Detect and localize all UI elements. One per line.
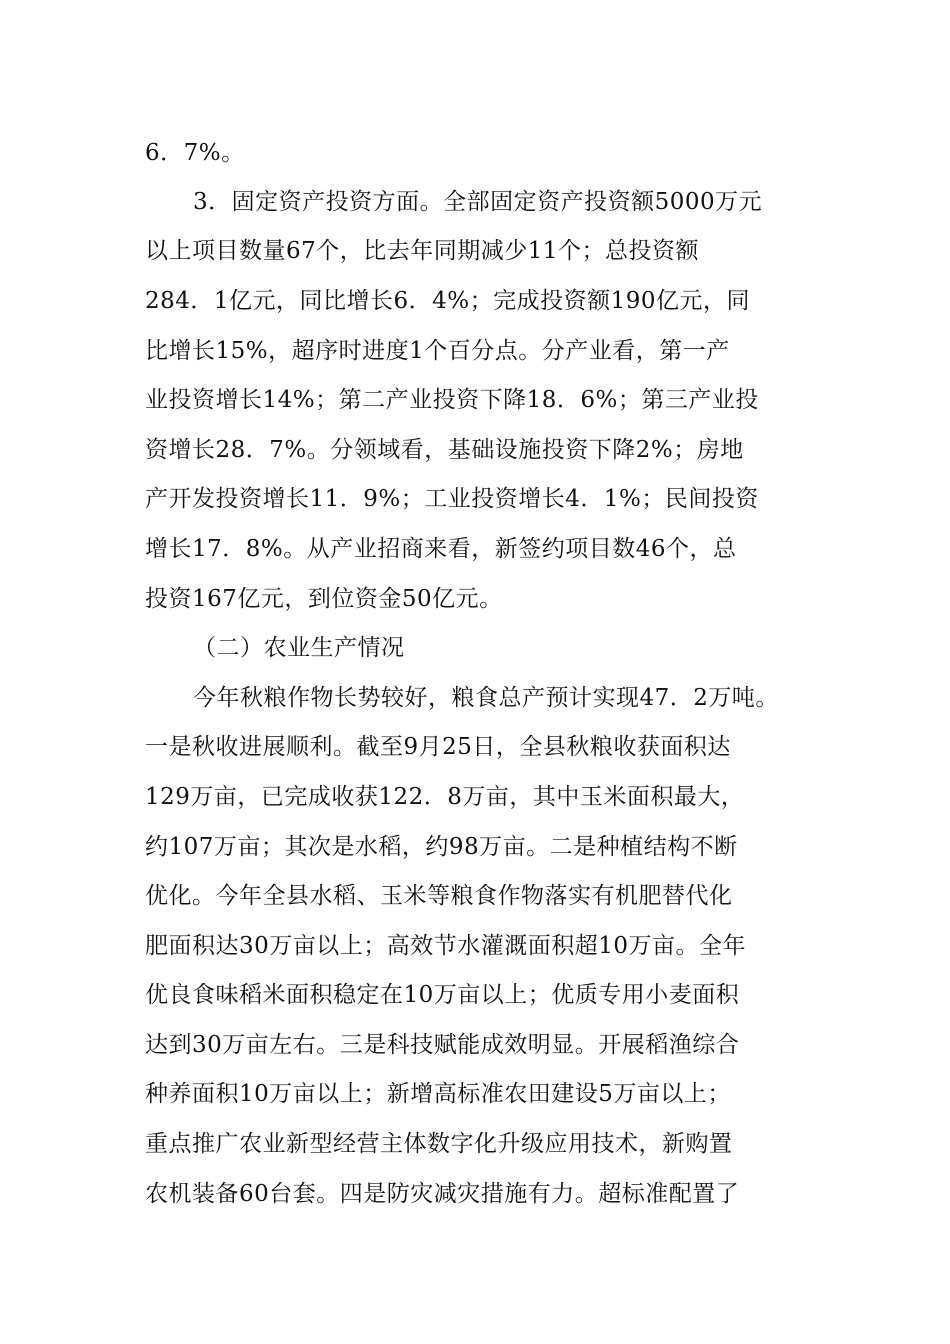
- text-line: 种养面积10万亩以上；新增高标准农田建设5万亩以上；: [145, 1081, 731, 1107]
- text-line: 6．7%。: [145, 140, 245, 166]
- text-line: 约107万亩；其次是水稻，约98万亩。二是种植结构不断: [145, 834, 738, 860]
- text-line: 今年秋粮作物长势较好，粮食总产预计实现47．2万吨。: [193, 685, 779, 711]
- text-line: 129万亩，已完成收获122．8万亩，其中玉米面积最大，: [145, 784, 745, 810]
- text-line: 以上项目数量67个，比去年同期减少11个；总投资额: [145, 238, 700, 264]
- text-line: 一是秋收进展顺利。截至9月25日，全县秋粮收获面积达: [145, 734, 731, 760]
- text-line: 肥面积达30万亩以上；高效节水灌溉面积超10万亩。全年: [145, 933, 747, 959]
- text-line: 284．1亿元，同比增长6．4%；完成投资额190亿元，同: [145, 288, 751, 314]
- text-line: 达到30万亩左右。三是科技赋能成效明显。开展稻渔综合: [145, 1032, 740, 1058]
- text-line: 产开发投资增长11．9%；工业投资增长4．1%；民间投资: [145, 486, 759, 512]
- text-line: 重点推广农业新型经营主体数字化升级应用技术，新购置: [145, 1131, 733, 1157]
- section-heading: （二）农业生产情况: [193, 635, 405, 661]
- text-line: 优良食味稻米面积稳定在10万亩以上；优质专用小麦面积: [145, 982, 740, 1008]
- text-line: 资增长28．7%。分领域看，基础设施投资下降2%；房地: [145, 437, 744, 463]
- text-line: 农机装备60台套。四是防灾减灾措施有力。超标准配置了: [145, 1181, 740, 1207]
- text-line: 业投资增长14%；第二产业投资下降18．6%；第三产业投: [145, 387, 759, 413]
- text-line: 增长17．8%。从产业招商来看，新签约项目数46个，总: [145, 536, 737, 562]
- text-line: 比增长15%，超序时进度1个百分点。分产业看，第一产: [145, 338, 730, 364]
- text-line: 优化。今年全县水稻、玉米等粮食作物落实有机肥替代化: [145, 883, 733, 909]
- text-line: 投资167亿元，到位资金50亿元。: [145, 586, 503, 612]
- text-line: 3．固定资产投资方面。全部固定资产投资额5000万元: [193, 189, 763, 215]
